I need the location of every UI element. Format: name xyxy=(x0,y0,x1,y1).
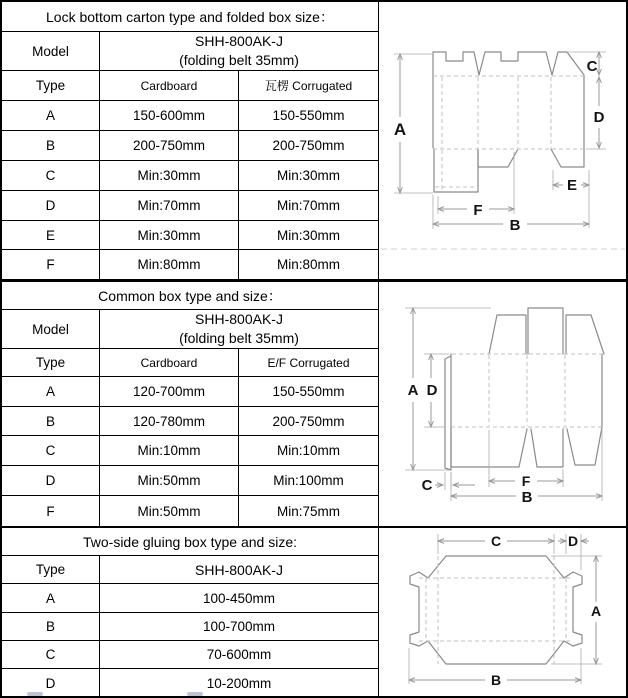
row-value: Min:30mm xyxy=(100,221,239,249)
fold-lines xyxy=(419,556,573,664)
section-lock-bottom xyxy=(2,2,626,279)
table-row xyxy=(2,584,378,613)
fold-lines xyxy=(433,76,584,190)
row-value: 200-750mm xyxy=(272,138,345,153)
screenshot-artifact xyxy=(187,692,203,696)
fold-lines xyxy=(445,354,602,427)
table-row xyxy=(2,528,378,556)
table-row xyxy=(2,250,378,279)
common-box-diagram-cell xyxy=(379,282,627,526)
table-row xyxy=(2,282,378,310)
dim-label-a: A xyxy=(590,603,602,619)
row-value: 200-750mm xyxy=(100,131,239,160)
row-value: Min:50mm xyxy=(100,496,239,526)
row-type: A xyxy=(2,101,100,130)
two-side-gluing-diagram-cell xyxy=(379,528,627,697)
row-value: 150-600mm xyxy=(100,101,239,130)
dim-label-f: F xyxy=(473,202,483,219)
row-type: A xyxy=(2,377,100,406)
common-box-dieline-diagram xyxy=(379,282,627,526)
dim-label-b: B xyxy=(509,217,521,234)
row-value: 10-200mm xyxy=(206,675,272,691)
row-value: Min:10mm xyxy=(276,443,340,458)
type-label: Type xyxy=(2,349,100,376)
table-row xyxy=(2,466,378,496)
material-col2: 瓦楞 Corrugated xyxy=(264,79,353,93)
material-col1: Cardboard xyxy=(100,71,239,100)
row-type: C xyxy=(2,161,100,190)
lock-bottom-diagram-cell xyxy=(379,2,627,279)
box-top-flap-right xyxy=(566,315,604,354)
table-row xyxy=(2,496,378,526)
table-row xyxy=(2,436,378,466)
table-row xyxy=(2,377,378,407)
box-bottom-flap-middle xyxy=(531,429,563,467)
row-type: B xyxy=(2,407,100,435)
row-value: Min:70mm xyxy=(276,198,340,213)
row-type: F xyxy=(2,250,100,279)
table-row xyxy=(2,310,378,349)
lock-bottom-dieline-diagram xyxy=(379,2,627,278)
dim-label-c: C xyxy=(490,533,502,549)
dim-label-a: A xyxy=(407,382,419,399)
model-value xyxy=(100,310,378,348)
model-label: Model xyxy=(2,32,100,70)
section-title: Common box type and size： xyxy=(98,287,282,304)
row-type: D xyxy=(2,191,100,220)
table-row xyxy=(2,32,378,71)
dim-label-b: B xyxy=(490,672,502,688)
dim-label-c: C xyxy=(586,58,598,75)
row-value: 100-450mm xyxy=(202,590,276,606)
two-side-gluing-table xyxy=(2,528,379,697)
table-row xyxy=(2,161,378,191)
row-type: D xyxy=(2,466,100,495)
dim-label-e: E xyxy=(566,177,578,194)
table-row xyxy=(2,101,378,131)
gluing-box-bottom-edge xyxy=(428,641,564,664)
dim-label-a: A xyxy=(393,120,407,139)
model-value xyxy=(100,32,378,70)
screenshot-artifact xyxy=(27,692,43,696)
model-label: Model xyxy=(2,310,100,348)
dim-label-f: F xyxy=(521,473,531,489)
gluing-box-top-edge xyxy=(428,556,564,578)
table-row xyxy=(2,556,378,584)
dim-label-d: D xyxy=(567,533,579,549)
row-type: C xyxy=(2,436,100,465)
box-top-flap-left xyxy=(489,315,526,354)
table-row xyxy=(2,191,378,221)
box-bottom-flap-right xyxy=(567,427,602,465)
model-value-line2: (folding belt 35mm) xyxy=(179,52,299,68)
row-value: 120-700mm xyxy=(100,377,239,406)
type-label: Type xyxy=(2,71,100,100)
row-value: 150-550mm xyxy=(272,384,345,399)
box-glue-flap xyxy=(445,356,451,470)
carton-bottom-flap-middle xyxy=(478,149,518,167)
row-type: B xyxy=(2,613,100,640)
row-value: Min:70mm xyxy=(100,191,239,220)
row-value: 70-600mm xyxy=(206,647,272,662)
model-value-line2: (folding belt 35mm) xyxy=(179,330,299,346)
row-value: Min:80mm xyxy=(100,250,239,279)
row-value: 100-700mm xyxy=(202,619,276,634)
row-type: E xyxy=(2,221,100,249)
material-col2: E/F Corrugated xyxy=(267,355,350,370)
common-box-table xyxy=(2,282,379,526)
carton-bottom-flap-left xyxy=(434,149,478,192)
dim-label-c: C xyxy=(421,477,433,494)
carton-bottom-flap-right xyxy=(551,149,584,167)
row-value: Min:80mm xyxy=(276,257,340,272)
row-type: B xyxy=(2,131,100,160)
row-type: A xyxy=(2,584,100,612)
material-col1: Cardboard xyxy=(100,349,239,376)
table-row xyxy=(2,349,378,377)
dim-label-d: D xyxy=(426,382,438,399)
row-value: Min:100mm xyxy=(273,473,344,488)
section-common-box xyxy=(2,279,626,526)
model-value: SHH-800AK-J xyxy=(195,561,283,578)
row-value: Min:30mm xyxy=(100,161,239,190)
two-side-gluing-dieline-diagram xyxy=(379,528,627,697)
section-title: Two-side gluing box type and size: xyxy=(82,533,297,550)
table-row xyxy=(2,641,378,669)
lock-bottom-table xyxy=(2,2,379,279)
dim-label-d: D xyxy=(593,109,605,126)
gluing-box-left-flap xyxy=(410,572,428,646)
table-row xyxy=(2,2,378,32)
section-title: Lock bottom carton type and folded box size： xyxy=(46,8,334,25)
box-top-flap-center xyxy=(528,308,563,354)
table-row xyxy=(2,613,378,641)
model-value-line1: SHH-800AK-J xyxy=(195,311,283,327)
carton-top-tabs-outline xyxy=(433,52,584,149)
model-value-line1: SHH-800AK-J xyxy=(195,33,283,49)
row-value: 150-550mm xyxy=(272,108,345,123)
row-type: F xyxy=(2,496,100,526)
type-label: Type xyxy=(2,556,100,583)
table-row xyxy=(2,407,378,436)
dim-label-b: B xyxy=(521,489,533,506)
row-value: Min:30mm xyxy=(276,227,340,243)
row-type: D xyxy=(2,669,100,697)
table-row xyxy=(2,131,378,161)
row-value: 200-750mm xyxy=(272,413,345,429)
table-row xyxy=(2,221,378,250)
row-value: Min:30mm xyxy=(276,168,340,183)
gluing-box-right-flap xyxy=(564,572,582,646)
section-two-side-gluing xyxy=(2,526,626,697)
row-type: C xyxy=(2,641,100,668)
row-value: Min:50mm xyxy=(100,466,239,495)
row-value: Min:10mm xyxy=(100,436,239,465)
row-value: Min:75mm xyxy=(276,503,340,519)
table-row xyxy=(2,71,378,101)
row-value: 120-780mm xyxy=(100,407,239,435)
